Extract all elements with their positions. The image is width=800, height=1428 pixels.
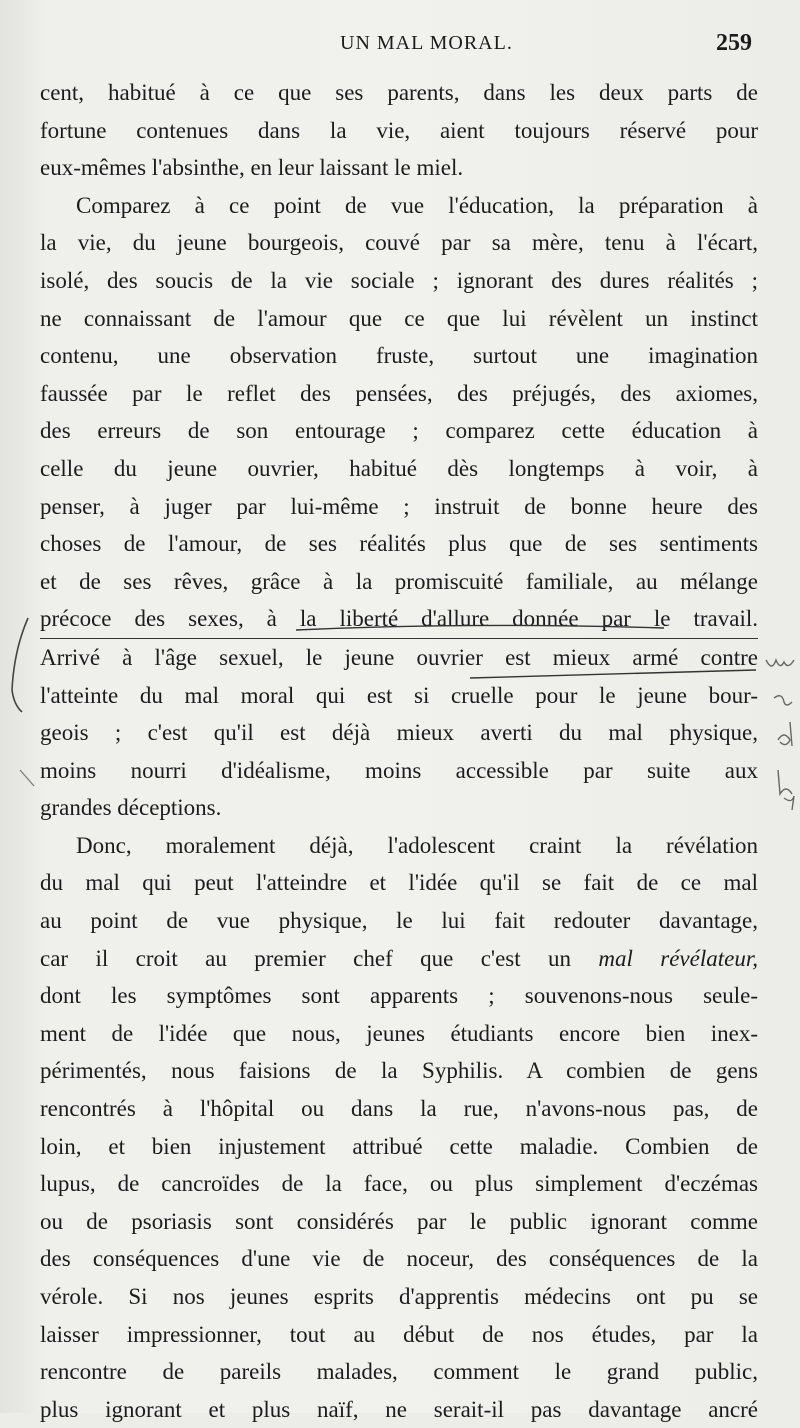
- body-text: [40, 74, 758, 1428]
- text-line: isolé, des soucis de la vie sociale ; ignorant des dures réalités ;: [40, 267, 758, 293]
- text-line: Donc, moralement déjà, l'adolescent craint la révélation: [76, 832, 758, 858]
- text-line: précoce des sexes, à la liberté d'allure donnée par le travail.: [40, 600, 758, 639]
- text-line: penser, à juger par lui-même ; instruit de bonne heure des: [40, 493, 758, 519]
- handwriting-mark: [784, 796, 794, 810]
- text-line: [40, 940, 758, 978]
- text-line: eux-mêmes l'absinthe, en leur laissant le miel.: [40, 155, 464, 181]
- text-line: celle du jeune ouvrier, habitué dès longtemps à voir, à: [40, 455, 758, 481]
- margin-bracket-left: [12, 618, 28, 712]
- text-line: lupus, de cancroïdes de la face, ou plus simplement d'eczémas: [40, 1171, 758, 1197]
- text-line: moins nourri d'idéalisme, moins accessible par suite aux: [40, 757, 758, 783]
- text-line: loin, et bien injustement attribué cette maladie. Combien de: [40, 1133, 758, 1159]
- text-line: Comparez à ce point de vue l'éducation, la préparation à: [76, 192, 758, 218]
- text-line-start: car il croit au premier chef que c'est un: [40, 945, 599, 971]
- page-number: 259: [716, 30, 752, 56]
- text-line: ou de psoriasis sont considérés par le public ignorant comme: [40, 1208, 758, 1234]
- text-line: ne connaissant de l'amour que ce que lui révèlent un instinct: [40, 305, 758, 331]
- running-title: UN MAL MORAL.: [340, 32, 513, 54]
- text-line: et de ses rêves, grâce à la promiscuité familiale, au mélange: [40, 568, 758, 594]
- page-header: [40, 30, 760, 64]
- text-line: rencontrés à l'hôpital ou dans la rue, n'avons-nous pas, de: [40, 1096, 758, 1122]
- handwriting-mark: [778, 722, 792, 746]
- text-line: rencontre de pareils malades, comment le grand public,: [40, 1359, 758, 1385]
- text-line: geois ; c'est qu'il est déjà mieux averti du mal physique,: [40, 720, 758, 746]
- handwriting-mark: [778, 770, 792, 794]
- text-line: Arrivé à l'âge sexuel, le jeune ouvrier est mieux armé contre: [40, 644, 758, 670]
- margin-bracket-left-low: [20, 770, 34, 786]
- text-line: fortune contenues dans la vie, aient toujours réservé pour: [40, 117, 758, 143]
- text-line: cent, habitué à ce que ses parents, dans les deux parts de: [40, 80, 758, 105]
- text-line: périmentés, nous faisions de la Syphilis. A combien de gens: [40, 1058, 758, 1084]
- text-line: ment de l'idée que nous, jeunes étudiants encore bien inex-: [40, 1020, 758, 1046]
- text-line: au point de vue physique, le lui fait redouter davantage,: [40, 908, 758, 934]
- text-line: des erreurs de son entourage ; comparez cette éducation à: [40, 418, 758, 444]
- text-line: dont les symptômes sont apparents ; souvenons-nous seule-: [40, 983, 758, 1009]
- text-line: des conséquences d'une vie de noceur, des conséquences de la: [40, 1246, 758, 1272]
- handwriting-mark: [766, 660, 794, 666]
- text-line: laisser impressionner, tout au début de nos études, par la: [40, 1321, 758, 1347]
- text-line: grandes déceptions.: [40, 795, 222, 821]
- text-line: vérole. Si nos jeunes esprits d'apprentis médecins ont pu se: [40, 1284, 758, 1309]
- text-line: du mal qui peut l'atteindre et l'idée qu'il se fait de ce mal: [40, 870, 758, 896]
- text-line: contenu, une observation fruste, surtout une imagination: [40, 343, 758, 369]
- text-line: la vie, du jeune bourgeois, couvé par sa mère, tenu à l'écart,: [40, 230, 758, 256]
- text-line: faussée par le reflet des pensées, des préjugés, des axiomes,: [40, 380, 758, 406]
- handwriting-mark: [774, 696, 792, 705]
- italic-phrase: mal révélateur,: [598, 945, 758, 971]
- text-line: l'atteinte du mal moral qui est si cruelle pour le jeune bour-: [40, 682, 758, 708]
- text-line: plus ignorant et plus naïf, ne serait-il pas davantage ancré: [40, 1396, 758, 1422]
- text-line: choses de l'amour, de ses réalités plus que de ses sentiments: [40, 531, 758, 557]
